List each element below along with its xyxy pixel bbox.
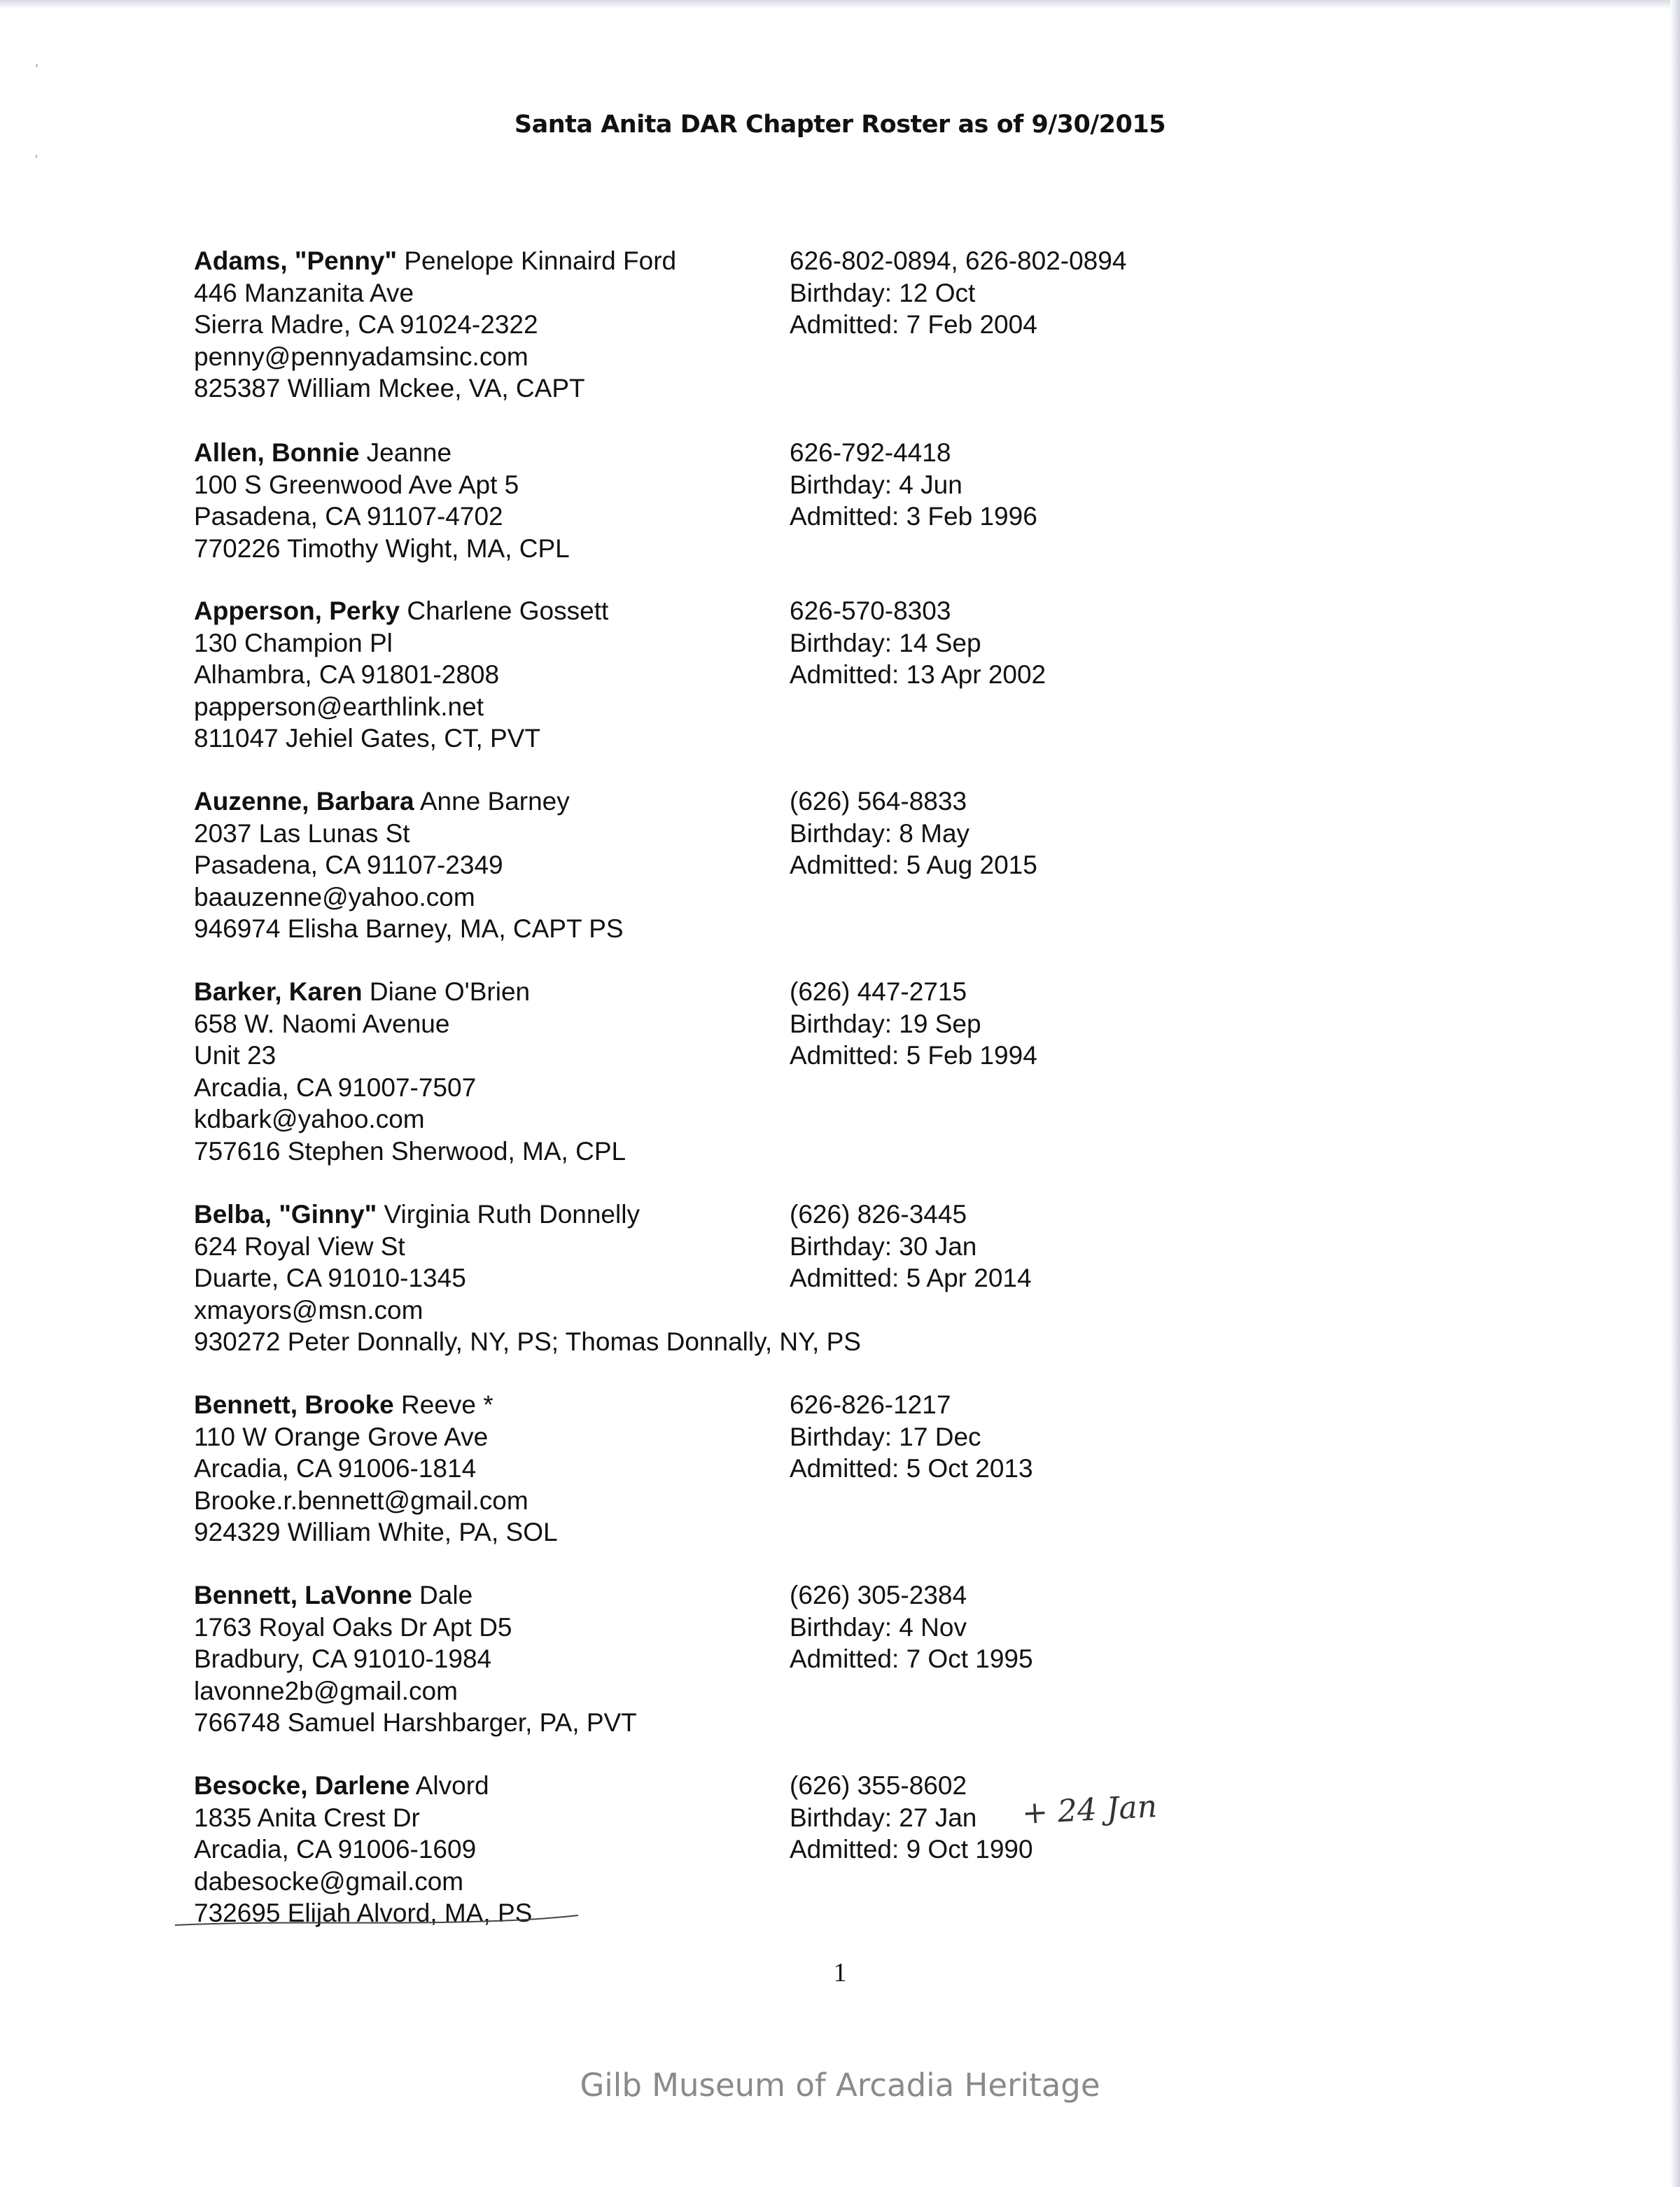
scan-speck: ‘ bbox=[35, 153, 38, 167]
address-line: 2037 Las Lunas St bbox=[194, 818, 410, 848]
phone: (626) 564-8833 bbox=[790, 787, 967, 816]
admitted-date: Admitted: 5 Aug 2015 bbox=[790, 851, 1037, 879]
member-surname: Barker, Karen bbox=[194, 977, 363, 1006]
birthday: Birthday: 4 Nov bbox=[790, 1612, 967, 1642]
member-details bbox=[194, 1579, 789, 1739]
member-name bbox=[194, 1579, 789, 1612]
member-surname: Allen, Bonnie bbox=[194, 438, 360, 467]
member-given-names: Alvord bbox=[410, 1771, 489, 1800]
admitted-date: Admitted: 9 Oct 1990 bbox=[790, 1835, 1033, 1864]
address-line: Alhambra, CA 91801-2808 bbox=[194, 660, 500, 689]
member-name bbox=[194, 595, 789, 627]
member-surname: Apperson, Perky bbox=[194, 596, 400, 625]
member-contact bbox=[790, 1199, 1280, 1294]
member-contact bbox=[790, 976, 1280, 1072]
admitted-date: Admitted: 5 Feb 1994 bbox=[790, 1041, 1037, 1070]
member-contact bbox=[790, 785, 1280, 881]
page-number: 1 bbox=[833, 1958, 847, 1987]
member-contact bbox=[790, 595, 1280, 691]
admitted-date: Admitted: 5 Apr 2014 bbox=[790, 1264, 1032, 1292]
admitted-date: Admitted: 7 Feb 2004 bbox=[790, 310, 1037, 339]
address-line: 658 W. Naomi Avenue bbox=[194, 1009, 450, 1038]
admitted-date: Admitted: 3 Feb 1996 bbox=[790, 502, 1037, 531]
address-line: 110 W Orange Grove Ave bbox=[194, 1422, 489, 1451]
member-given-names: Diane O'Brien bbox=[362, 977, 531, 1006]
handwritten-note: + 24 Jan bbox=[1021, 1788, 1158, 1832]
member-surname: Besocke, Darlene bbox=[194, 1771, 410, 1800]
birthday: Birthday: 14 Sep bbox=[790, 628, 981, 657]
phone: 626-802-0894, 626-802-0894 bbox=[790, 246, 1127, 275]
member-details bbox=[194, 245, 789, 405]
phone: (626) 447-2715 bbox=[790, 977, 967, 1006]
birthday: Birthday: 17 Dec bbox=[790, 1422, 981, 1451]
member-given-names: Dale bbox=[412, 1581, 473, 1609]
email-line: papperson@earthlink.net bbox=[194, 692, 484, 721]
email-line: kdbark@yahoo.com bbox=[194, 1105, 425, 1133]
pen-underline-mark bbox=[174, 1911, 594, 1932]
address-line: Sierra Madre, CA 91024-2322 bbox=[194, 310, 538, 339]
member-details bbox=[194, 976, 789, 1167]
ancestor-line: 757616 Stephen Sherwood, MA, CPL bbox=[194, 1136, 626, 1166]
member-contact bbox=[790, 245, 1280, 341]
address-line: 130 Champion Pl bbox=[194, 628, 393, 657]
phone: 626-826-1217 bbox=[790, 1390, 951, 1419]
member-contact bbox=[790, 1389, 1280, 1485]
footer-watermark: Gilb Museum of Arcadia Heritage bbox=[580, 2067, 1100, 2104]
phone: (626) 305-2384 bbox=[790, 1581, 967, 1609]
member-given-names: Jeanne bbox=[359, 438, 452, 467]
address-line: Pasadena, CA 91107-2349 bbox=[194, 851, 503, 879]
birthday: Birthday: 8 May bbox=[790, 818, 970, 848]
phone: (626) 355-8602 bbox=[790, 1771, 967, 1800]
email-line: xmayors@msn.com bbox=[194, 1295, 424, 1325]
member-surname: Belba, "Ginny" bbox=[194, 1200, 377, 1229]
member-name bbox=[194, 1389, 789, 1421]
birthday: Birthday: 30 Jan bbox=[790, 1231, 977, 1261]
member-name bbox=[194, 245, 789, 277]
member-given-names: Anne Barney bbox=[414, 787, 570, 816]
email-line: Brooke.r.bennett@gmail.com bbox=[194, 1486, 528, 1515]
scan-edge-top bbox=[0, 0, 1680, 8]
admitted-date: Admitted: 13 Apr 2002 bbox=[790, 660, 1046, 689]
scan-edge-right bbox=[1670, 0, 1680, 2187]
member-name bbox=[194, 785, 789, 818]
member-surname: Bennett, LaVonne bbox=[194, 1581, 412, 1609]
address-line: 1835 Anita Crest Dr bbox=[194, 1803, 420, 1832]
address-line: Unit 23 bbox=[194, 1041, 276, 1070]
member-details bbox=[194, 1389, 789, 1549]
member-details bbox=[194, 1770, 789, 1929]
email-line: lavonne2b@gmail.com bbox=[194, 1676, 458, 1705]
member-details bbox=[194, 437, 789, 564]
member-name bbox=[194, 1199, 789, 1231]
ancestor-line: 732695 Elijah Alvord, MA, PS bbox=[194, 1899, 533, 1927]
member-details bbox=[194, 1199, 789, 1326]
ancestor-line: 825387 William Mckee, VA, CAPT bbox=[194, 374, 585, 403]
ancestor-line: 770226 Timothy Wight, MA, CPL bbox=[194, 533, 570, 563]
address-line: 624 Royal View St bbox=[194, 1231, 405, 1261]
birthday: Birthday: 27 Jan bbox=[790, 1803, 977, 1832]
address-line: 1763 Royal Oaks Dr Apt D5 bbox=[194, 1612, 512, 1642]
address-line: Arcadia, CA 91007-7507 bbox=[194, 1072, 477, 1102]
member-name bbox=[194, 1770, 789, 1802]
ancestor-line: 811047 Jehiel Gates, CT, PVT bbox=[194, 724, 540, 753]
admitted-date: Admitted: 5 Oct 2013 bbox=[790, 1454, 1033, 1483]
address-line: Arcadia, CA 91006-1814 bbox=[194, 1454, 477, 1483]
member-contact bbox=[790, 437, 1280, 533]
address-line: 446 Manzanita Ave bbox=[194, 278, 414, 307]
scan-speck: , bbox=[35, 55, 39, 69]
member-contact bbox=[790, 1579, 1280, 1675]
email-line: penny@pennyadamsinc.com bbox=[194, 342, 528, 371]
ancestor-line: 766748 Samuel Harshbarger, PA, PVT bbox=[194, 1708, 637, 1737]
address-line: Bradbury, CA 91010-1984 bbox=[194, 1644, 492, 1673]
phone: 626-570-8303 bbox=[790, 596, 951, 625]
address-line: Arcadia, CA 91006-1609 bbox=[194, 1835, 477, 1864]
address-line: Duarte, CA 91010-1345 bbox=[194, 1264, 466, 1292]
member-details bbox=[194, 785, 789, 945]
member-surname: Auzenne, Barbara bbox=[194, 787, 414, 816]
member-name bbox=[194, 976, 789, 1008]
member-given-names: Virginia Ruth Donnelly bbox=[377, 1200, 640, 1229]
member-given-names: Charlene Gossett bbox=[400, 596, 609, 625]
birthday: Birthday: 4 Jun bbox=[790, 470, 962, 499]
member-name bbox=[194, 437, 789, 469]
member-given-names: Penelope Kinnaird Ford bbox=[397, 246, 677, 275]
address-line: Pasadena, CA 91107-4702 bbox=[194, 502, 503, 531]
member-details bbox=[194, 595, 789, 755]
member-surname: Adams, "Penny" bbox=[194, 246, 398, 275]
member-given-names: Reeve * bbox=[393, 1390, 493, 1419]
ancestor-line: 924329 William White, PA, SOL bbox=[194, 1518, 558, 1546]
admitted-date: Admitted: 7 Oct 1995 bbox=[790, 1644, 1033, 1673]
address-line: 100 S Greenwood Ave Apt 5 bbox=[194, 470, 519, 499]
email-line: dabesocke@gmail.com bbox=[194, 1866, 464, 1896]
email-line: baauzenne@yahoo.com bbox=[194, 882, 475, 911]
phone: 626-792-4418 bbox=[790, 438, 951, 467]
phone: (626) 826-3445 bbox=[790, 1200, 967, 1229]
ancestor-line: 946974 Elisha Barney, MA, CAPT PS bbox=[194, 914, 624, 943]
member-surname: Bennett, Brooke bbox=[194, 1390, 394, 1419]
birthday: Birthday: 12 Oct bbox=[790, 278, 976, 307]
ancestor-line: 930272 Peter Donnally, NY, PS; Thomas Donnally, NY, PS bbox=[194, 1327, 861, 1356]
page-title: Santa Anita DAR Chapter Roster as of 9/30/2015 bbox=[514, 111, 1166, 139]
birthday: Birthday: 19 Sep bbox=[790, 1009, 981, 1038]
